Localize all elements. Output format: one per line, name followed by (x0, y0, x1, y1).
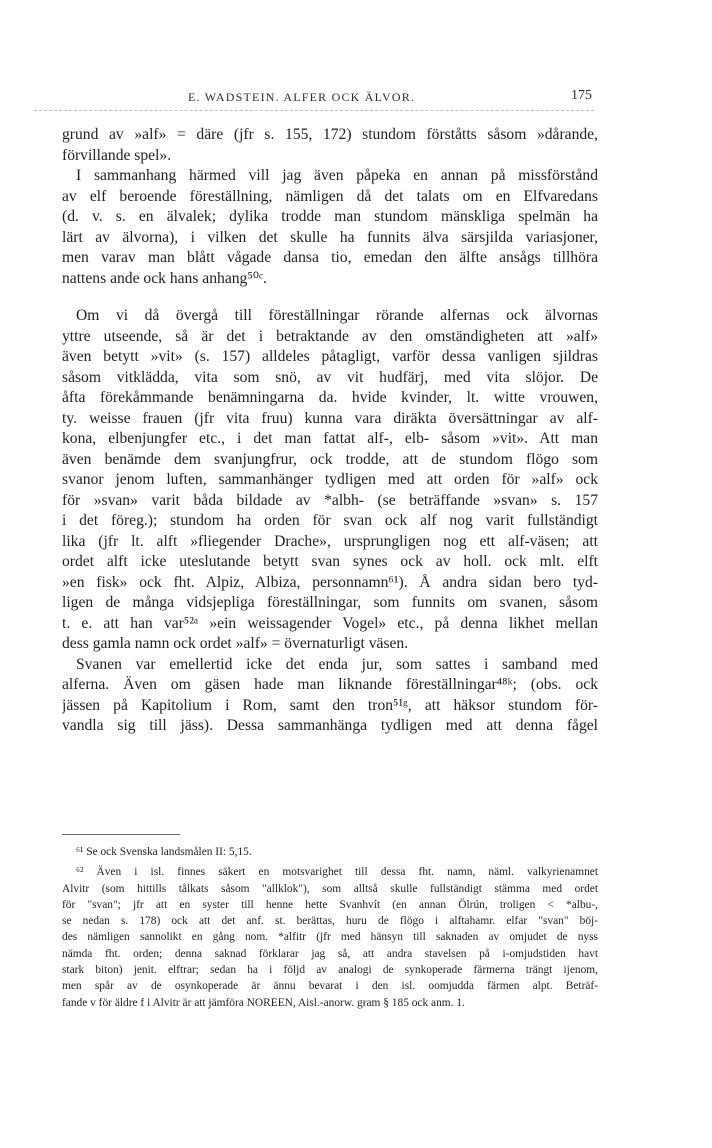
body-line: jässen på Kapitolium i Rom, samt den tron⁵¹ᵍ, att häksor stundom för- (62, 696, 598, 714)
body-line: dess gamla namn ock ordet »alf» = övernaturligt väsen. (62, 635, 409, 652)
body-line: yttre utseende, så är det i betraktande av den omständigheten att »alf» (62, 327, 598, 345)
page-number: 175 (571, 88, 592, 103)
body-line: åfta förekåmmande benämningarna da. hvide kvinder, lt. witte vrouwen, (62, 389, 598, 406)
footnote-line: des nämligen sannolikt en gång nom. *alfitr (jfr med hänsyn till saknaden av omjudet de nyss (62, 931, 598, 944)
body-line: ligen de många vidsjepliga föreställningar, som funnits om svanen, såsom (62, 594, 598, 611)
body-line: (d. v. s. en älvalek; dylika trodde man stundom mänskliga spelmän ha (62, 208, 598, 225)
body-line: även benämde dem svanjungfrur, ock trodde, att de stundom flögo som (62, 450, 598, 468)
body-line: Om vi då övergå till föreställningar rörande alfernas ock älvornas (76, 307, 598, 324)
body-line: grund av »alf» = däre (jfr s. 155, 172) stundom förståtts såsom »dårande, (62, 126, 598, 143)
running-title: E. WADSTEIN. ALFER OCK ÄLVOR. (188, 90, 416, 104)
body-line: av elf beroende föreställning, nämligen då det talats om en Elfvaredans (62, 187, 598, 205)
footnote-line: se nedan s. 178) ock att det anf. st. berättas, huru de flögo i alftahamr. elfar "svan" böj- (62, 915, 598, 928)
body-line: nattens ande ock hans anhang⁵⁰ᶜ. (62, 269, 267, 287)
footnote-line: för "svan"; jfr att en syster till henne hette Svanhvít (en annan Ölrún, troligen < *albu-, (62, 898, 598, 911)
body-line: Svanen var emellertid icke det enda jur, som sattes i samband med (76, 655, 598, 673)
body-line: t. e. att han var⁵²ᵃ »ein weissagender Vogel» etc., på denna likhet mellan (62, 614, 598, 632)
body-line: förvillande spel». (62, 146, 172, 164)
body-line: såsom vitklädda, vita som snö, av vit hudfärj, med vita slöjor. De (62, 368, 598, 386)
body-line: för »svan» varit båda bildade av *albh- (se beträffande »svan» s. 157 (62, 491, 598, 509)
footnote-line: nämda fht. orden; denna saknad förklarar jag så, att andra stavelsen på i-omjudstiden havt (62, 947, 598, 960)
body-line: alferna. Även om gäsen hade man liknande föreställningar⁴⁸ᵏ; (obs. ock (62, 676, 598, 693)
body-line: svanor jenom luften, sammanhänger tydligen med att orden för »alf» ock (62, 471, 598, 488)
footnotes (62, 844, 598, 1011)
body-line: lärt av älvorna), i vilken det skulle ha funnits älva särsjilda variasjoner, (62, 228, 598, 246)
footnote-line: Alvitr (som hittills tålkats såsom "allklok"), som alltså skulle fullständigt stämma med ordet (62, 882, 598, 895)
body-line: »en fisk» ock fht. Alpiz, Albiza, personnamn⁶¹). Å andra sidan bero tyd- (62, 573, 598, 591)
body-line: även betytt »vit» (s. 157) alldeles påtagligt, varför dessa vanligen sjildras (62, 348, 598, 365)
body-line: ordet alft icke uteslutande betytt svan synes ock av holl. ock mlt. elft (62, 553, 598, 570)
footnote-line: fande v för äldre f i Alvitr är att jämföra NOREEN, Aisl.-anorw. gram § 185 ock anm. 1. (62, 996, 465, 1009)
footnote-rule (62, 834, 180, 835)
footnote-line: ⁶² Även i isl. finnes säkert en motsvarighet till dessa fht. namn, näml. valkyrienamnet (76, 866, 598, 879)
footnote-line: ⁶¹ Se ock Svenska landsmålen II: 5,15. (76, 846, 252, 858)
body-text (62, 125, 598, 737)
body-line: vandla sig till jäss). Dessa sammanhänga tydligen med att denna fågel (62, 717, 598, 734)
footnote-line: men spår av de osynkoperade är ännu bevarat i den isl. oomjudda färmen alpt. Beträf- (62, 980, 598, 993)
body-line: lika (jfr lt. alft »fliegender Drache», ursprungligen nog ett alf-väsen; att (62, 532, 598, 550)
body-line: men varav man blått vågade dansa tio, emedan den älfte ansågs tillhöra (62, 249, 598, 266)
footnote-line: stark biton) jenit. elftrar; sedan ha i följd av analogi de synkoperade färmerna trängt ijenom, (62, 964, 598, 977)
header-rule (34, 110, 594, 111)
body-line: ty. weisse frauen (jfr vita fruu) kunna vara diräkta översättningar av alf- (62, 409, 598, 427)
body-line: kona, elbenjungfer etc., i det man fattat alf-, elb- såsom »vit». Att man (62, 430, 598, 447)
body-line: I sammanhang härmed vill jag även påpeka en annan på missförstånd (76, 167, 598, 184)
body-line: i det föreg.); stundom ha orden för svan ock alf nog varit fullständigt (62, 512, 598, 529)
paragraph-gap (62, 289, 598, 306)
